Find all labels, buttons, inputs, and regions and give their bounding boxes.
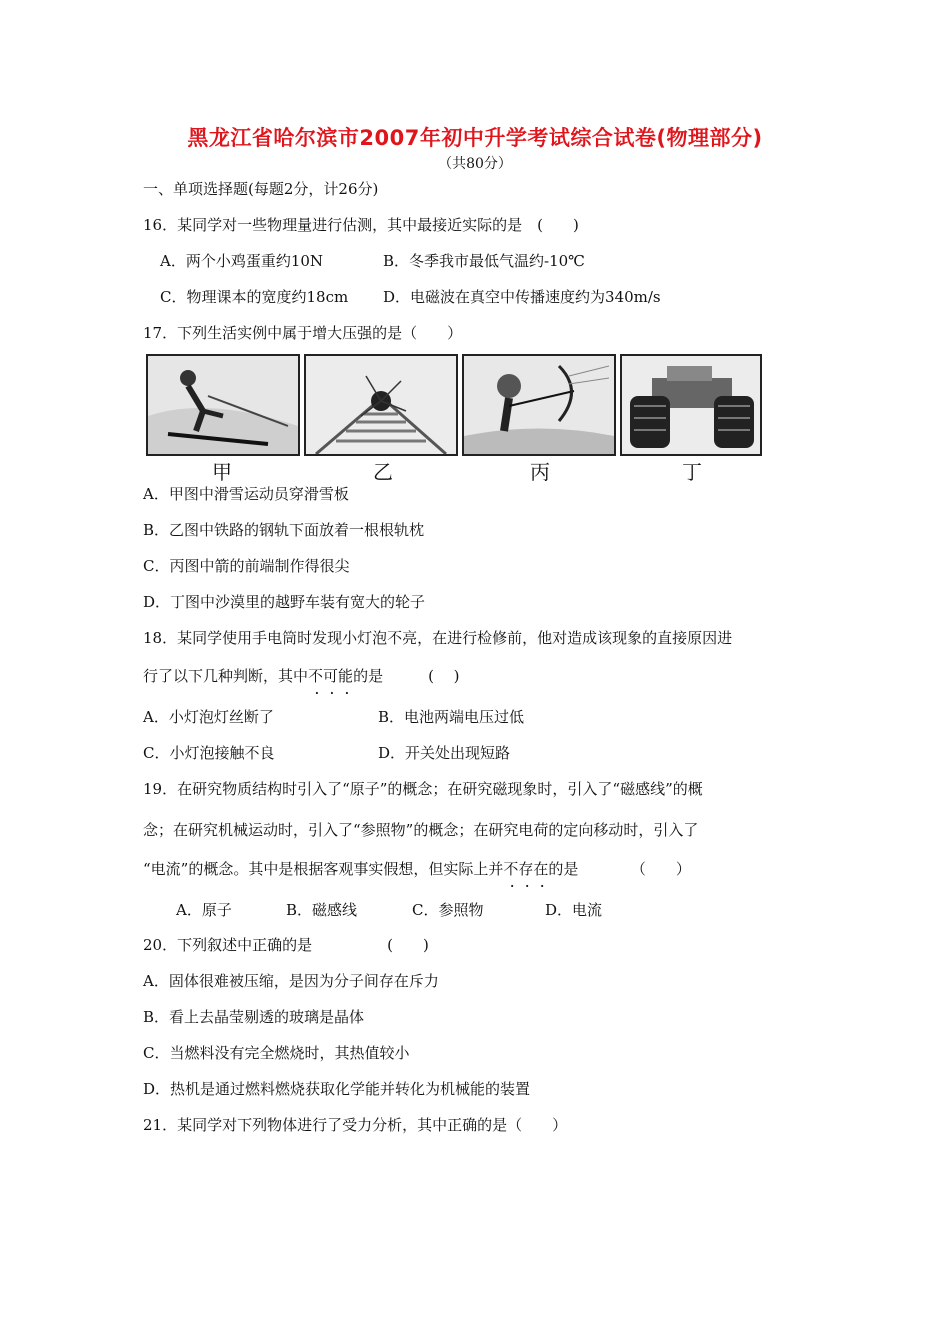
q19-stem-line1: 19．在研究物质结构时引入了“原子”的概念；在研究磁现象时，引入了“磁感线”的概 [143, 780, 703, 798]
q20-stem: 20．下列叙述中正确的是 ( ) [143, 936, 429, 954]
rail-illustration [306, 356, 456, 454]
figure-label-ding: 丁 [682, 460, 702, 484]
archer-illustration [464, 356, 614, 454]
emphasis-char: 能 [338, 667, 354, 685]
q19-option-b: B．磁感线 [286, 901, 358, 919]
q19-stem-text: “电流”的概念。其中是根据客观事实假想，但实际上并 [143, 860, 504, 878]
q20-option-a: A．固体很难被压缩，是因为分子间存在斥力 [143, 972, 439, 990]
q18-option-d: D．开关处出现短路 [378, 744, 511, 762]
figure-skier [146, 354, 300, 456]
q16-option-c: C．物理课本的宽度约18cm [160, 288, 349, 306]
q17-option-c: C．丙图中箭的前端制作得很尖 [143, 557, 350, 575]
emphasis-char: 存 [518, 860, 534, 878]
q18-stem-line1: 18．某同学使用手电筒时发现小灯泡不亮，在进行检修前，他对造成该现象的直接原因进 [143, 629, 733, 647]
q18-option-b: B．电池两端电压过低 [378, 708, 525, 726]
figure-archer [462, 354, 616, 456]
q18-stem-text: 行了以下几种判断，其中 [143, 667, 309, 685]
q20-option-d: D．热机是通过燃料燃烧获取化学能并转化为机械能的装置 [143, 1080, 531, 1098]
q19-stem-line2: 念；在研究机械运动时，引入了“参照物”的概念；在研究电荷的定向移动时，引入了 [143, 821, 699, 839]
skier-illustration [148, 356, 298, 454]
q17-figures [143, 354, 763, 454]
figure-rail [304, 354, 458, 456]
figure-label-jia: 甲 [212, 460, 232, 484]
q19-stem-line3 [143, 858, 691, 879]
q18-option-c: C．小灯泡接触不良 [143, 744, 275, 762]
section-heading: 一、单项选择题(每题2分，计26分) [143, 180, 379, 198]
q17-option-a: A．甲图中滑雪运动员穿滑雪板 [143, 485, 349, 503]
q20-option-b: B．看上去晶莹剔透的玻璃是晶体 [143, 1008, 365, 1026]
q21-stem: 21．某同学对下列物体进行了受力分析，其中正确的是（ ） [143, 1116, 568, 1134]
q18-stem-line2 [143, 665, 460, 686]
q20-option-c: C．当燃料没有完全燃烧时，其热值较小 [143, 1044, 410, 1062]
page-title: 黑龙江省哈尔滨市2007年初中升学考试综合试卷(物理部分) [187, 126, 763, 150]
q17-option-b: B．乙图中铁路的钢轨下面放着一根根轨枕 [143, 521, 425, 539]
q16-stem: 16．某同学对一些物理量进行估测，其中最接近实际的是 ( ) [143, 216, 579, 234]
q17-option-d: D．丁图中沙漠里的越野车装有宽大的轮子 [143, 593, 426, 611]
figure-label-yi: 乙 [373, 460, 393, 484]
q19-stem-tail: 的是 （ ） [548, 860, 691, 878]
q17-stem: 17．下列生活实例中属于增大压强的是（ ） [143, 324, 463, 342]
q18-option-a: A．小灯泡灯丝断了 [143, 708, 274, 726]
page-subtitle: （共80分） [438, 156, 512, 172]
q16-option-a: A．两个小鸡蛋重约10N [160, 252, 324, 270]
q16-option-d: D．电磁波在真空中传播速度约为340m/s [383, 288, 661, 306]
emphasis-char: 不 [308, 667, 324, 685]
q19-option-c: C．参照物 [412, 901, 484, 919]
figure-offroad-car [620, 354, 762, 456]
emphasis-char: 在 [533, 860, 549, 878]
offroad-car-illustration [622, 356, 760, 454]
q19-option-d: D．电流 [545, 901, 603, 919]
q16-option-b: B．冬季我市最低气温约-10℃ [383, 252, 585, 270]
figure-label-bing: 丙 [530, 460, 550, 484]
emphasis-char: 不 [503, 860, 519, 878]
q19-option-a: A．原子 [176, 901, 232, 919]
q18-stem-tail: 的是 ( ) [353, 667, 460, 685]
emphasis-char: 可 [323, 667, 339, 685]
